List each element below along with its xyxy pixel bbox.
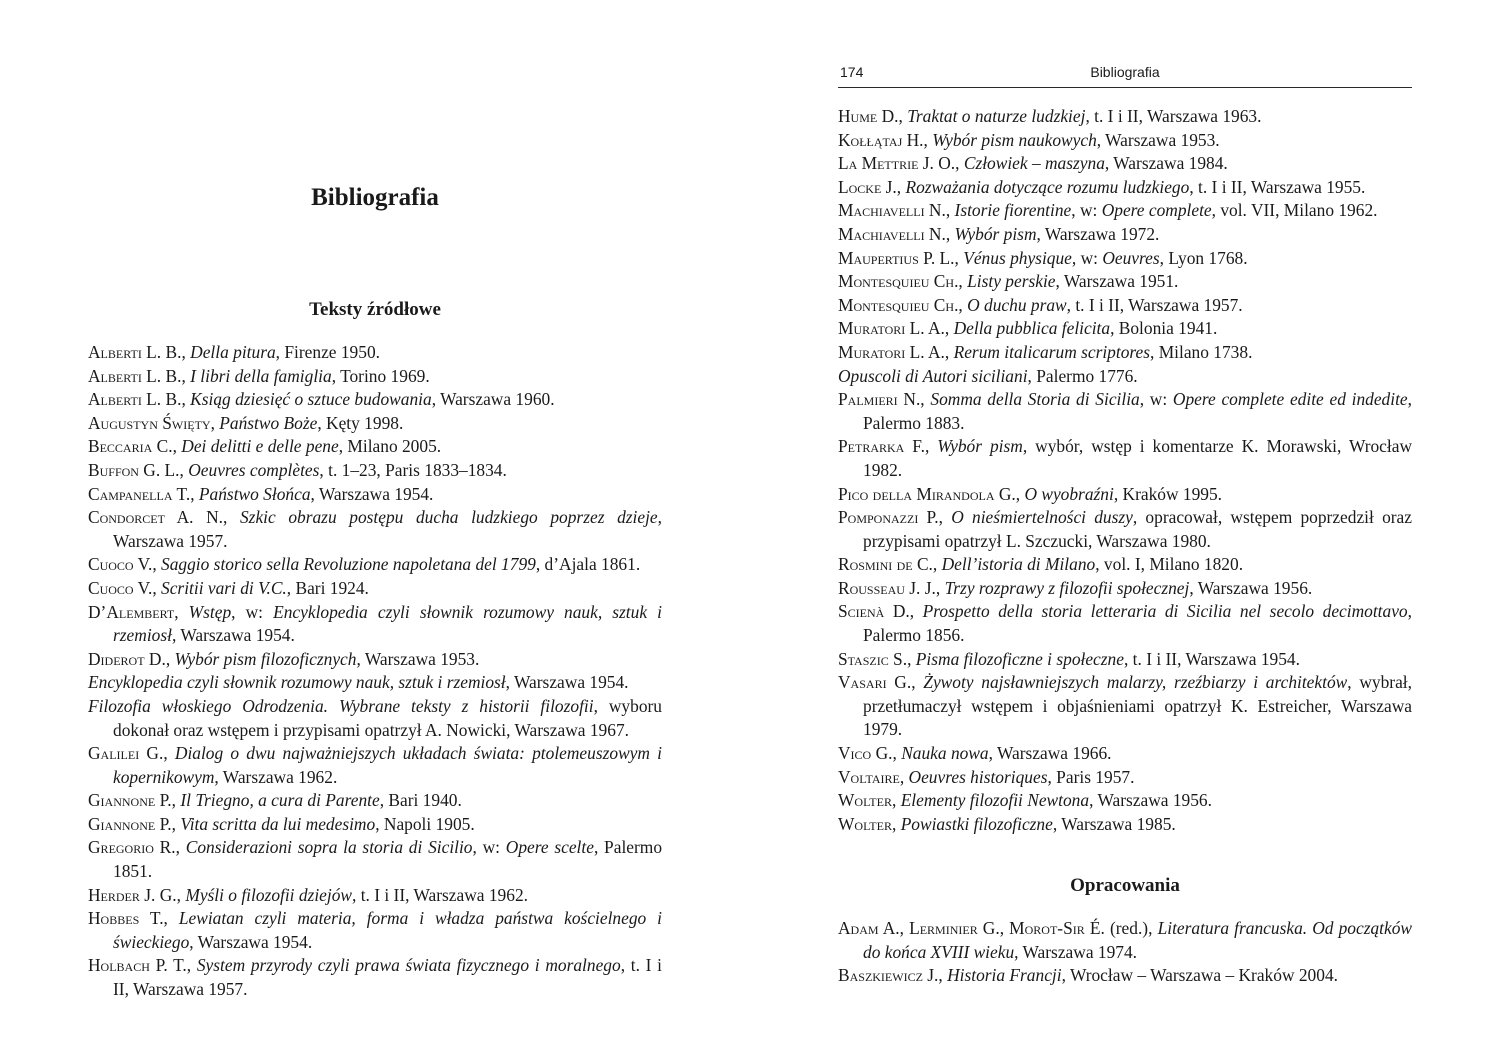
bibliography-entry: Petrarka F., Wybór pism, wybór, wstęp i komentarze K. Morawski, Wrocław 1982.	[838, 436, 1413, 480]
entry-details: , w:	[1139, 389, 1173, 410]
entry-author: Cuoco V.	[88, 554, 153, 575]
entry-author: Giannone P.	[88, 813, 172, 834]
entry-title: Traktat o naturze ludzkiej	[907, 106, 1086, 126]
bibliography-entry: Machiavelli N., Istorie fiorentine, w: Opere complete, vol. VII, Milano 1962.	[838, 200, 1378, 221]
entry-details: , w:	[231, 601, 274, 622]
right-page	[750, 0, 1500, 1064]
entry-author: Kołłątaj H.	[838, 129, 924, 150]
running-head	[838, 62, 1412, 88]
entry-author: Herder J. G.	[88, 884, 177, 905]
entry-details: , t. I i II, Warszawa 1957.	[113, 955, 662, 1000]
bibliography-entry: Scienà D., Prospetto della storia letteraria di Sicilia nel secolo decimottavo, Palermo 1856.	[838, 601, 1412, 646]
bibliography-entry: Voltaire, Oeuvres historiques, Paris 1957.	[838, 766, 1135, 787]
entry-title: Pisma filozoficzne i społeczne	[915, 648, 1124, 669]
entry-title: Opere complete	[1101, 200, 1212, 221]
entry-title: Il Triegno, a cura di Parente	[180, 790, 380, 811]
entry-details: , Palermo 1856.	[863, 601, 1412, 646]
entry-title: System przyrody czyli prawa świata fizycznego i moralnego	[196, 955, 621, 976]
entry-author: Vasari G.	[838, 672, 912, 693]
entry-title: Vénus physique	[963, 247, 1072, 268]
bibliography-entry: Muratori L. A., Rerum italicarum scriptores, Milano 1738.	[838, 341, 1253, 362]
entry-author: Alberti L. B.	[88, 342, 182, 362]
bibliography-entry: Gregorio R., Considerazioni sopra la storia di Sicilio, w: Opere scelte, Palermo 1851.	[88, 837, 663, 882]
bibliography-entry: Beccaria C., Dei delitti e delle pene, Milano 2005.	[88, 436, 442, 457]
bibliography-entry: Baszkiewicz J., Historia Francji, Wrocław – Warszawa – Kraków 2004.	[838, 965, 1338, 986]
bibliography-entry: Staszic S., Pisma filozoficzne i społeczne, t. I i II, Warszawa 1954.	[838, 648, 1300, 669]
entry-title: Powiastki filozoficzne	[900, 813, 1053, 834]
entry-details: , t. I i II, Warszawa 1955.	[1189, 176, 1366, 197]
entry-title: Saggio storico sella Revoluzione napoletana del 1799	[161, 554, 536, 575]
entry-author: Petrarka F.	[838, 436, 925, 457]
entry-title: Encyklopedia czyli słownik rozumowy nauk, sztuk i rzemiosł	[88, 672, 506, 693]
section-title: Teksty źródłowe	[309, 299, 441, 320]
entry-author: Galilei G.	[88, 743, 164, 764]
entry-details: , Warszawa 1985.	[1052, 813, 1176, 834]
entry-author: Montesquieu Ch.	[838, 294, 959, 315]
entry-author: Maupertius P. L.	[838, 247, 955, 268]
entry-author: Cuoco V.	[88, 577, 153, 598]
entry-author: Staszic S.	[838, 648, 908, 669]
bibliography-entry: Machiavelli N., Wybór pism, Warszawa 1972.	[838, 223, 1160, 244]
section-heading-studies	[838, 872, 1412, 900]
entry-title: Wybór pism filozoficznych	[174, 648, 357, 669]
entry-details: , w:	[1071, 200, 1102, 221]
bibliography-entry	[88, 695, 662, 742]
bibliography-entry: Campanella T., Państwo Słońca, Warszawa 1954.	[88, 483, 434, 504]
bibliography-entry	[838, 365, 1412, 389]
entry-author: Alberti L. B.	[88, 389, 182, 410]
bibliography-entry: Hume D., Traktat o naturze ludzkiej, t. I i II, Warszawa 1963.	[838, 106, 1262, 126]
bibliography-entry: Vasari G., Żywoty najsławniejszych malarzy, rzeźbiarzy i architektów, wybrał, przetłumaczył wstępem i objaśnieniami opatrzył K. Estreicher, Warszawa 1979.	[838, 672, 1412, 740]
bibliography-entry: Giannone P., Vita scritta da lui medesimo, Napoli 1905.	[88, 813, 475, 834]
entry-title: Oeuvres historiques	[908, 766, 1048, 787]
entry-title: Encyklopedia czyli słownik rozumowy nauk, sztuk i rzemiosł	[113, 601, 662, 646]
entry-details: , t. I i II, Warszawa 1963.	[1085, 106, 1262, 126]
entry-details: , Warszawa 1966.	[988, 743, 1112, 764]
entry-author: Rosmini de C.	[838, 554, 933, 575]
bibliography-list-studies	[838, 917, 1412, 988]
entry-title: O duchu praw	[967, 294, 1067, 315]
entry-title: Prospetto della storia letteraria di Sicilia nel secolo decimottavo	[922, 601, 1408, 622]
entry-details: , Bari 1940.	[379, 790, 462, 811]
entry-details: , Warszawa 1962.	[214, 766, 338, 787]
entry-title: Opere scelte	[505, 837, 594, 858]
bibliography-entry: Vico G., Nauka nowa, Warszawa 1966.	[838, 743, 1112, 764]
entry-author: Wolter	[838, 813, 892, 834]
entry-author: Condorcet A. N.	[88, 507, 224, 528]
entry-details: , Warszawa 1953.	[1096, 129, 1220, 150]
entry-title: Ksiąg dziesięć o sztuce budowania	[190, 389, 432, 410]
entry-title: I libri della famiglia	[190, 365, 332, 386]
bibliography-entry: Alberti L. B., I libri della famiglia, Torino 1969.	[88, 365, 430, 386]
bibliography-list-primary	[88, 341, 662, 1002]
entry-title: Listy perskie	[967, 271, 1056, 292]
entry-details: (red.),	[1104, 918, 1158, 938]
entry-details: , t. I i II, Warszawa 1954.	[1123, 648, 1300, 669]
bibliography-entry: Cuoco V., Scritii vari di V.C., Bari 1924.	[88, 577, 369, 598]
entry-title: O wyobraźni	[1024, 483, 1114, 504]
entry-details: , t. 1–23, Paris 1833–1834.	[319, 459, 507, 480]
entry-author: Palmieri N.	[838, 389, 921, 410]
entry-author: Campanella T.	[88, 483, 191, 504]
entry-author: Baszkiewicz J.	[838, 965, 939, 986]
entry-details: , Warszawa 1951.	[1055, 271, 1179, 292]
entry-details: , Paris 1957.	[1047, 766, 1135, 787]
entry-details: , Warszawa 1984.	[1104, 153, 1228, 174]
entry-details: , t. I i II, Warszawa 1962.	[352, 884, 528, 905]
bibliography-entry: Giannone P., Il Triegno, a cura di Parente, Bari 1940.	[88, 790, 462, 811]
entry-title: Scritii vari di V.C.	[161, 577, 287, 598]
bibliography-entry: Kołłątaj H., Wybór pism naukowych, Warszawa 1953.	[838, 129, 1220, 150]
bibliography-entry: Wolter, Elementy filozofii Newtona, Warszawa 1956.	[838, 790, 1212, 811]
entry-author: Rousseau J. J.	[838, 577, 936, 598]
entry-author: Alberti L. B.	[88, 365, 182, 386]
bibliography-entry: Holbach P. T., System przyrody czyli prawa świata fizycznego i moralnego, t. I i II, Warszawa 1957.	[88, 955, 662, 1000]
entry-author: Wolter	[838, 790, 892, 811]
entry-title: Wybór pism	[954, 223, 1037, 244]
bibliography-entry: Diderot D., Wybór pism filozoficznych, Warszawa 1953.	[88, 648, 480, 669]
section-heading-primary-sources	[88, 296, 662, 324]
entry-author: Hume D.	[838, 106, 899, 126]
bibliography-entry: Alberti L. B., Ksiąg dziesięć o sztuce budowania, Warszawa 1960.	[88, 389, 555, 410]
entry-details: , t. I i II, Warszawa 1957.	[1066, 294, 1243, 315]
entry-author: La Mettrie J. O.	[838, 153, 956, 174]
entry-title: Szkic obrazu postępu ducha ludzkiego poprzez dzieje	[239, 507, 658, 528]
entry-details: , Lyon 1768.	[1159, 247, 1248, 268]
bibliography-entry: Condorcet A. N., Szkic obrazu postępu ducha ludzkiego poprzez dzieje, Warszawa 1957.	[88, 507, 662, 551]
entry-details: , Warszawa 1960.	[431, 389, 555, 410]
entry-author: Giannone P.	[88, 790, 172, 811]
entry-details: , Palermo 1883.	[863, 389, 1412, 433]
entry-title: Vita scritta da lui medesimo	[180, 813, 376, 834]
entry-author: Voltaire	[838, 766, 900, 787]
bibliography-entry: Buffon G. L., Oeuvres complètes, t. 1–23, Paris 1833–1834.	[88, 459, 507, 480]
entry-author: Pico della Mirandola G.	[838, 483, 1016, 504]
entry-author: Hobbes T.	[88, 908, 164, 929]
entry-author: Machiavelli N.	[838, 223, 946, 244]
entry-details: , Bari 1924.	[286, 577, 369, 598]
entry-details: , wybór, wstęp i komentarze K. Morawski, Wrocław 1982.	[863, 436, 1413, 480]
entry-details: , vol. VII, Milano 1962.	[1211, 200, 1378, 221]
entry-title: Państwo Słońca	[198, 483, 311, 504]
entry-details: , Wrocław – Warszawa – Kraków 2004.	[1061, 965, 1338, 986]
entry-details: , wyboru dokonał oraz wstępem i przypisami opatrzył A. Nowicki, Warszawa 1967.	[113, 695, 662, 740]
entry-details: , opracował, wstępem poprzedził oraz przypisami opatrzył L. Szczucki, Warszawa 1980.	[863, 507, 1412, 551]
entry-title: Wstęp	[188, 601, 232, 622]
entry-title: Somma della Storia di Sicilia	[930, 389, 1140, 410]
bibliography-entry: Rosmini de C., Dell’istoria di Milano, vol. I, Milano 1820.	[838, 554, 1244, 575]
entry-details: , Torino 1969.	[331, 365, 430, 386]
entry-details: , Firenze 1950.	[275, 342, 380, 362]
bibliography-entry: Rousseau J. J., Trzy rozprawy z filozofii społecznej, Warszawa 1956.	[838, 577, 1313, 598]
entry-details: , Kęty 1998.	[317, 412, 404, 433]
bibliography-entry	[88, 671, 662, 695]
bibliography-entry: Alberti L. B., Della pitura, Firenze 1950.	[88, 342, 380, 362]
entry-details: , Warszawa 1954.	[310, 483, 434, 504]
entry-details: , wybrał, przetłumaczył wstępem i objaśnieniami opatrzył K. Estreicher, Warszawa 1979.	[863, 672, 1412, 740]
entry-author: D’Alembert	[88, 601, 175, 622]
entry-details: , d’Ajala 1861.	[535, 554, 641, 575]
entry-details: , Milano 1738.	[1150, 341, 1253, 362]
bibliography-entry: Galilei G., Dialog o dwu najważniejszych układach świata: ptolemeuszowym i kopernikowym, Warszawa 1962.	[88, 743, 662, 787]
bibliography-entry: Pomponazzi P., O nieśmiertelności duszy, opracował, wstępem poprzedził oraz przypisami opatrzył L. Szczucki, Warszawa 1980.	[838, 507, 1412, 551]
page-number: 174	[840, 64, 864, 80]
entry-details: , Palermo 1776.	[1027, 365, 1138, 386]
entry-details: , Warszawa 1972.	[1036, 223, 1160, 244]
entry-details: , Bolonia 1941.	[1110, 318, 1218, 339]
entry-details: , Warszawa 1974.	[1014, 941, 1138, 962]
entry-title: Dell’istoria di Milano	[941, 554, 1096, 575]
entry-title: Nauka nowa	[901, 743, 989, 764]
section-title: Opracowania	[1070, 875, 1180, 896]
entry-details: , Milano 2005.	[338, 436, 442, 457]
bibliography-entry: Montesquieu Ch., Listy perskie, Warszawa 1951.	[838, 271, 1179, 292]
bibliography-entry: Maupertius P. L., Vénus physique, w: Oeuvres, Lyon 1768.	[838, 247, 1248, 268]
entry-author: Locke J.	[838, 176, 897, 197]
entry-title: Della pubblica felicita	[953, 318, 1111, 339]
entry-author: Muratori L. A.	[838, 318, 945, 339]
entry-author: Pomponazzi P.	[838, 507, 939, 528]
bibliography-entry: Herder J. G., Myśli o filozofii dziejów, t. I i II, Warszawa 1962.	[88, 884, 528, 905]
entry-details: , Warszawa 1956.	[1089, 790, 1212, 811]
entry-title: Opuscoli di Autori siciliani	[838, 365, 1028, 386]
entry-author: Adam A., Lerminier G., Morot-Sir É.	[838, 918, 1105, 938]
entry-details: , Warszawa 1957.	[113, 507, 662, 551]
entry-details: , Warszawa 1954.	[505, 672, 629, 693]
page-title: Bibliografia	[311, 184, 439, 211]
entry-details: , w:	[472, 837, 506, 858]
bibliography-entry: Locke J., Rozważania dotyczące rozumu ludzkiego, t. I i II, Warszawa 1955.	[838, 176, 1366, 197]
bibliography-entry: Palmieri N., Somma della Storia di Sicilia, w: Opere complete edite ed indedite, Palermo 1883.	[838, 389, 1412, 433]
entry-details: , Kraków 1995.	[1113, 483, 1223, 504]
entry-author: Diderot D.	[88, 648, 166, 669]
entry-title: Oeuvres	[1102, 247, 1160, 268]
bibliography-entry	[838, 917, 1412, 964]
entry-title: Żywoty najsławniejszych malarzy, rzeźbiarzy i architektów	[923, 672, 1348, 693]
entry-author: Augustyn Święty	[88, 412, 211, 433]
entry-details: , vol. I, Milano 1820.	[1095, 554, 1244, 575]
entry-title: Lewiatan czyli materia, forma i władza państwa kościelnego i świeckiego	[113, 908, 662, 952]
bibliography-entry: Augustyn Święty, Państwo Boże, Kęty 1998.	[88, 412, 404, 433]
entry-author: Buffon G. L.	[88, 459, 180, 480]
entry-details: , Napoli 1905.	[375, 813, 475, 834]
entry-title: Rozważania dotyczące rozumu ludzkiego	[905, 176, 1190, 197]
entry-details: , Palermo 1851.	[113, 837, 663, 882]
entry-author: Scienà D.	[838, 601, 910, 622]
entry-title: Della pitura	[190, 342, 276, 362]
entry-title: Wybór pism	[937, 436, 1023, 457]
bibliography-entry: Pico della Mirandola G., O wyobraźni, Kraków 1995.	[838, 483, 1223, 504]
entry-title: Istorie fiorentine	[954, 200, 1072, 221]
entry-title: O nieśmiertelności duszy	[951, 507, 1133, 528]
entry-title: Rerum italicarum scriptores	[953, 341, 1151, 362]
entry-author: Vico G.	[838, 743, 893, 764]
entry-title: Opere complete edite ed indedite	[1172, 389, 1408, 410]
entry-title: Considerazioni sopra la storia di Sicilio	[185, 837, 473, 858]
bibliography-list-primary-continued	[838, 105, 1412, 836]
entry-author: Muratori L. A.	[838, 341, 945, 362]
bibliography-entry: La Mettrie J. O., Człowiek – maszyna, Warszawa 1984.	[838, 153, 1228, 174]
entry-title: Człowiek – maszyna	[963, 153, 1105, 174]
entry-details: , Warszawa 1953.	[356, 648, 480, 669]
bibliography-entry: Montesquieu Ch., O duchu praw, t. I i II, Warszawa 1957.	[838, 294, 1243, 315]
entry-details: , Warszawa 1956.	[1189, 577, 1313, 598]
entry-details: , Warszawa 1954.	[171, 625, 295, 646]
entry-title: Elementy filozofii Newtona	[900, 790, 1090, 811]
entry-title: Dei delitti e delle pene	[181, 436, 339, 457]
entry-author: Beccaria C.	[88, 436, 173, 457]
entry-author: Montesquieu Ch.	[838, 271, 959, 292]
bibliography-entry: D’Alembert, Wstęp, w: Encyklopedia czyli słownik rozumowy nauk, sztuk i rzemiosł, Warszawa 1954.	[88, 601, 662, 646]
entry-author: Holbach P. T.	[88, 955, 187, 976]
entry-title: Filozofia włoskiego Odrodzenia. Wybrane teksty z historii filozofii	[88, 695, 594, 716]
entry-title: Dialog o dwu najważniejszych układach świata: ptolemeuszowym i kopernikowym	[113, 743, 662, 787]
entry-title: Wybór pism naukowych	[932, 129, 1097, 150]
entry-title: Historia Francji	[947, 965, 1062, 986]
entry-details: , Warszawa 1954.	[189, 931, 313, 952]
bibliography-entry: Muratori L. A., Della pubblica felicita, Bolonia 1941.	[838, 318, 1218, 339]
entry-author: Gregorio R.	[88, 837, 176, 858]
entry-title: Państwo Boże	[219, 412, 318, 433]
entry-title: Trzy rozprawy z filozofii społecznej	[944, 577, 1190, 598]
entry-title: Myśli o filozofii dziejów	[185, 884, 352, 905]
entry-title: Oeuvres complètes	[188, 459, 320, 480]
bibliography-entry: Wolter, Powiastki filozoficzne, Warszawa 1985.	[838, 813, 1176, 834]
entry-author: Machiavelli N.	[838, 200, 946, 221]
entry-title: Literatura francuska. Od początków do końca XVIII wieku	[863, 918, 1413, 962]
running-title: Bibliografia	[1090, 64, 1160, 80]
bibliography-entry: Cuoco V., Saggio storico sella Revoluzione napoletana del 1799, d’Ajala 1861.	[88, 554, 641, 575]
entry-details: , w:	[1071, 247, 1103, 268]
bibliography-entry: Hobbes T., Lewiatan czyli materia, forma i władza państwa kościelnego i świeckiego, Warszawa 1954.	[88, 908, 662, 952]
